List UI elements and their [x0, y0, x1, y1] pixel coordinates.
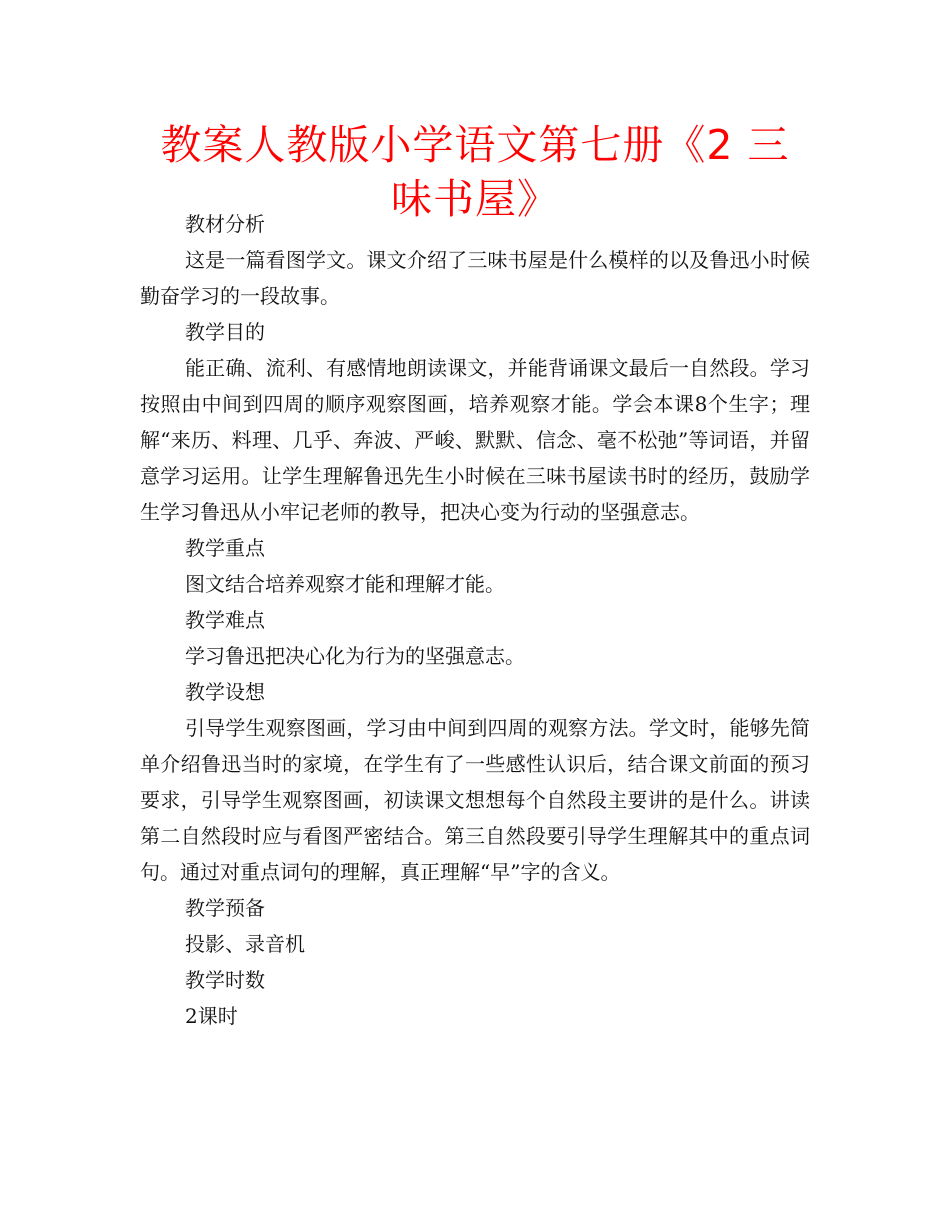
- section-heading-teaching-plan: 教学设想: [185, 680, 265, 704]
- paragraph-key-points: 图文结合培养观察才能和理解才能。: [185, 572, 505, 596]
- paragraph-material-analysis: 这是一篇看图学文。课文介绍了三味书屋是什么模样的以及鲁迅小时候勤奋学习的一段故事。: [140, 248, 810, 308]
- document-body: [140, 206, 810, 1034]
- section-heading-class-hours: 教学时数: [185, 968, 265, 992]
- section-heading-key-points: 教学重点: [185, 536, 265, 560]
- section-heading-teaching-goals: 教学目的: [185, 320, 265, 344]
- section-heading-preparation: 教学预备: [185, 896, 265, 920]
- paragraph-teaching-plan: 引导学生观察图画，学习由中间到四周的观察方法。学文时，能够先简单介绍鲁迅当时的家境，在学生有了一些感性认识后，结合课文前面的预习要求，引导学生观察图画，初读课文想想每个自然段主要讲的是什么。讲读第二自然段时应与看图严密结合。第三自然段要引导学生理解其中的重点词句。通过对重点词句的理解，真正理解“早”字的含义。: [140, 716, 810, 884]
- section-heading-difficulties: 教学难点: [185, 608, 265, 632]
- paragraph-difficulties: 学习鲁迅把决心化为行为的坚强意志。: [185, 644, 525, 668]
- paragraph-preparation: 投影、录音机: [185, 932, 305, 956]
- paragraph-teaching-goals: 能正确、流利、有感情地朗读课文，并能背诵课文最后一自然段。学习按照由中间到四周的顺序观察图画，培养观察才能。学会本课8个生字；理解“来历、料理、几乎、奔波、严峻、默默、信念、毫不松弛”等词语，并留意学习运用。让学生理解鲁迅先生小时候在三味书屋读书时的经历，鼓励学生学习鲁迅从小牢记老师的教导，把决心变为行动的坚强意志。: [140, 356, 810, 524]
- section-heading-material-analysis: 教材分析: [185, 212, 265, 236]
- document-title: 教案人教版小学语文第七册《2 三味书屋》: [160, 121, 790, 223]
- paragraph-class-hours: 2课时: [185, 1004, 238, 1028]
